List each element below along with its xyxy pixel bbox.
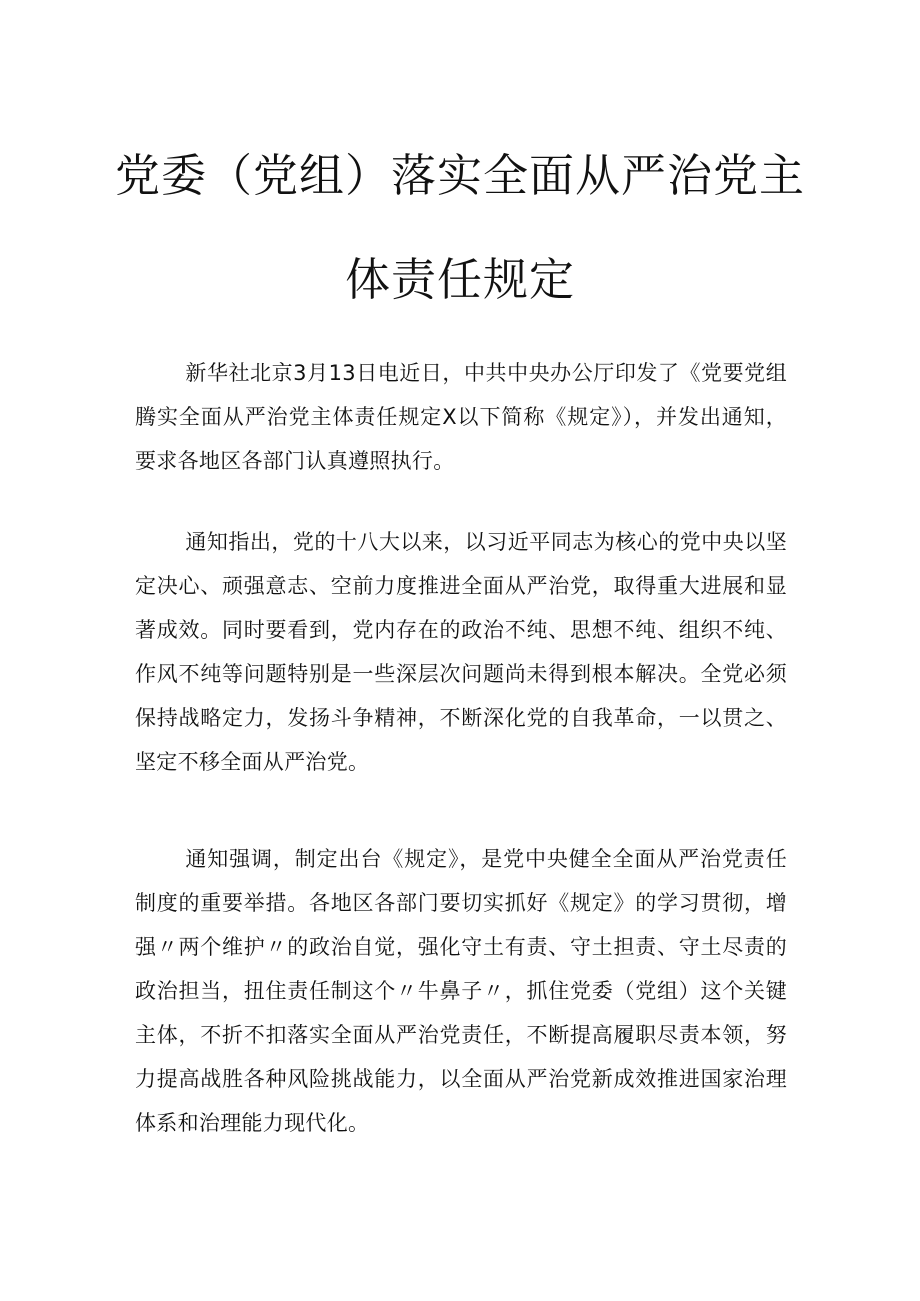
document-title-line-2: 体责任规定 (344, 253, 575, 306)
paragraph-1: 新华社北京3月13日电近日，中共中央办公厅印发了《党要党组腾实全面从严治党主体责任规定X以下简称《规定》），并发出通知，要求各地区各部门认真遵照执行。 (135, 361, 787, 473)
paragraph-3: 通知强调，制定出台《规定》，是党中央健全全面从严治党责任制度的重要举措。各地区各部门要切实抓好《规定》的学习贯彻，增强〃两个维护〃的政治自觉，强化守土有责、守土担责、守土尽责的政治担当，扭住责任制这个〃牛鼻子〃，抓住党委（党组）这个关键主体，不折不扣落实全面从严治党责任，不断提高履职尽责本领，努力提高战胜各种风险挑战能力，以全面从严治党新成效推进国家治理体系和治理能力现代化。 (135, 847, 787, 1135)
paragraph-2: 通知指出，党的十八大以来，以习近平同志为核心的党中央以坚定决心、顽强意志、空前力度推进全面从严治党，取得重大进展和显著成效。同时要看到，党内存在的政治不纯、思想不纯、组织不纯、作风不纯等问题特别是一些深层次问题尚未得到根本解决。全党必须保持战略定力，发扬斗争精神，不断深化党的自我革命，一以贯之、坚定不移全面从严治党。 (135, 530, 787, 774)
document-title-line-1: 党委（党组）落实全面从严治党主 (114, 149, 805, 202)
